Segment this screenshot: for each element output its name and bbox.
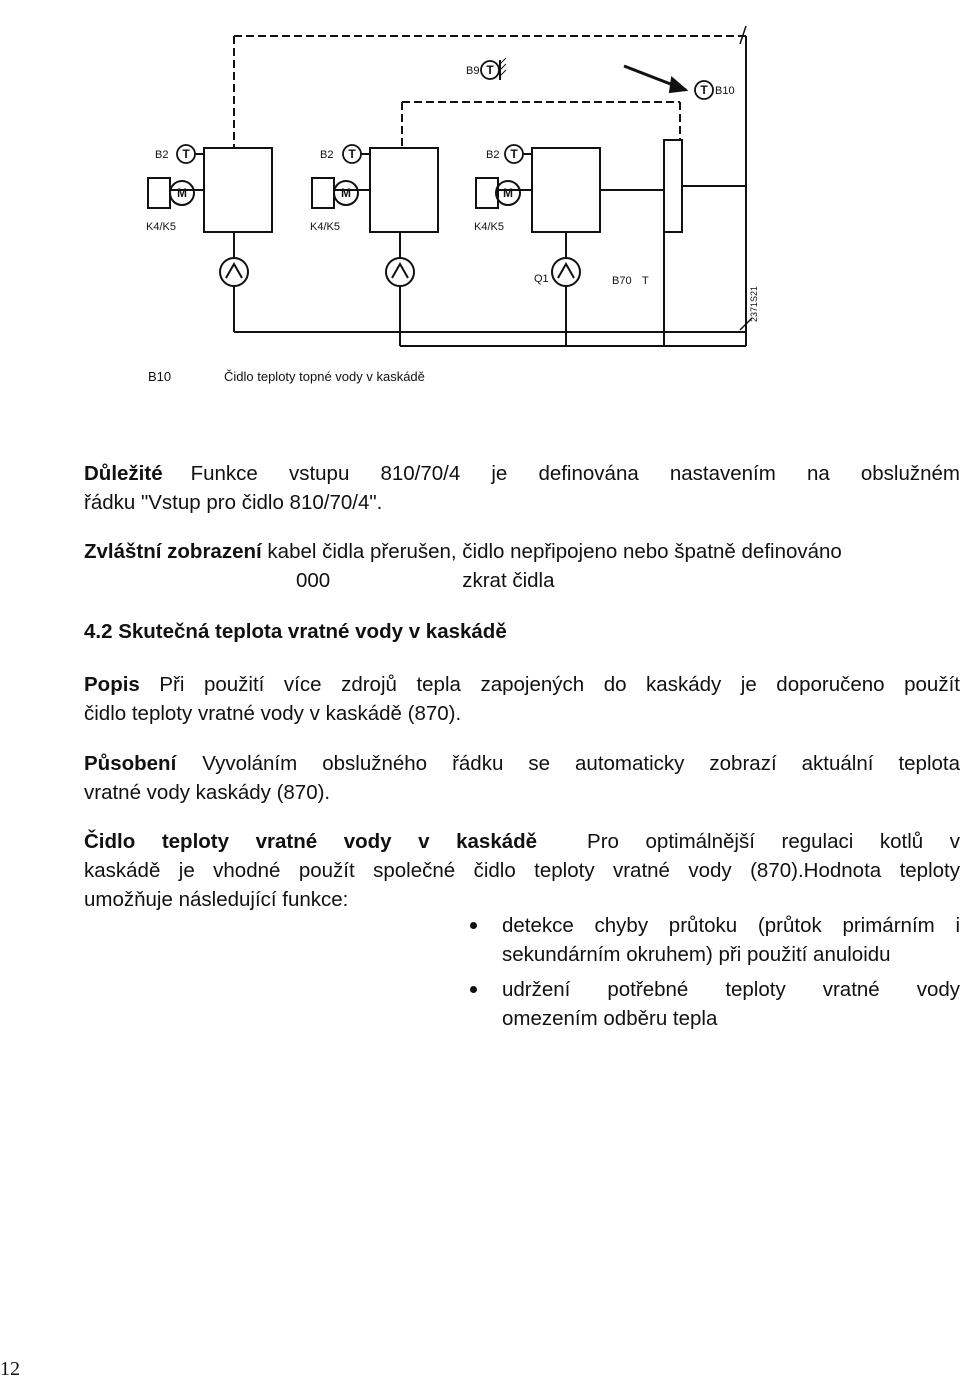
motor-m-symbol: M (503, 186, 513, 200)
sensor-line3: umožňuje následující funkce: (84, 888, 349, 911)
cascade-hydraulic-diagram (0, 0, 960, 400)
label-b10: B10 (715, 85, 735, 97)
special-text: kabel čidla přerušen, čidlo nepřipojeno nebo špatně definováno (267, 540, 842, 563)
motor-m-symbol: M (341, 186, 351, 200)
effect-line1: Vyvoláním obslužného řádku se automaticky zobrazí aktuální teplota (202, 752, 960, 775)
bullet-icon (470, 922, 477, 929)
important-paragraph (84, 459, 960, 517)
popis-line1: Při použití více zdrojů tepla zapojených do kaskády je doporučeno použít (159, 673, 960, 696)
function-list (470, 911, 960, 1039)
special-display-paragraph (84, 537, 960, 595)
bullet-icon (470, 986, 477, 993)
page-number: 12 (0, 1358, 20, 1380)
label-b70-t: T (642, 275, 649, 287)
motor-m-symbol: M (177, 186, 187, 200)
popis-label: Popis (84, 673, 140, 696)
caption-text: Čidlo teploty topné vody v kaskádě (224, 369, 425, 384)
effect-label: Působení (84, 752, 177, 775)
drawing-code: 2371S21 (749, 285, 759, 322)
sensor-paragraph (84, 827, 960, 914)
important-line1: Funkce vstupu 810/70/4 je definována nastavením na obslužném (190, 462, 960, 485)
sensor-t-symbol: T (486, 63, 494, 77)
caption-code: B10 (148, 369, 172, 384)
sensor-t-symbol: T (348, 147, 356, 161)
label-b70: B70 (612, 275, 632, 287)
label-q1: Q1 (534, 273, 549, 285)
important-label: Důležité (84, 462, 163, 485)
sensor-label: Čidlo teploty vratné vody v kaskádě (84, 830, 538, 853)
label-b9: B9 (466, 65, 480, 77)
special-code-text: zkrat čidla (462, 569, 555, 592)
list-item: udržení potřebné teploty vratné vody omezením odběru tepla (470, 975, 960, 1033)
sensor-line2: kaskádě je vhodné použít společné čidlo teploty vratné vody (870).Hodnota teploty (84, 859, 960, 882)
popis-line2: čidlo teploty vratné vody v kaskádě (870). (84, 702, 462, 725)
label-b2: B2 (320, 149, 334, 161)
section-heading: 4.2 Skutečná teplota vratné vody v kaskádě (84, 620, 507, 643)
label-k4k5: K4/K5 (146, 221, 176, 233)
label-k4k5: K4/K5 (310, 221, 340, 233)
sensor-t-symbol: T (700, 83, 708, 97)
important-line2: řádku "Vstup pro čidlo 810/70/4". (84, 491, 383, 514)
effect-paragraph (84, 749, 960, 807)
label-b2: B2 (486, 149, 500, 161)
special-code: 000 (296, 569, 331, 592)
label-k4k5: K4/K5 (474, 221, 504, 233)
sensor-line1: Pro optimálnější regulaci kotlů v (587, 830, 960, 853)
effect-line2: vratné vody kaskády (870). (84, 781, 331, 804)
sensor-t-symbol: T (510, 147, 518, 161)
special-label: Zvláštní zobrazení (84, 540, 262, 563)
label-b2: B2 (155, 149, 169, 161)
sensor-t-symbol: T (182, 147, 190, 161)
list-item: detekce chyby průtoku (průtok primárním i sekundárním okruhem) při použití anuloidu (470, 911, 960, 969)
popis-paragraph (84, 670, 960, 728)
